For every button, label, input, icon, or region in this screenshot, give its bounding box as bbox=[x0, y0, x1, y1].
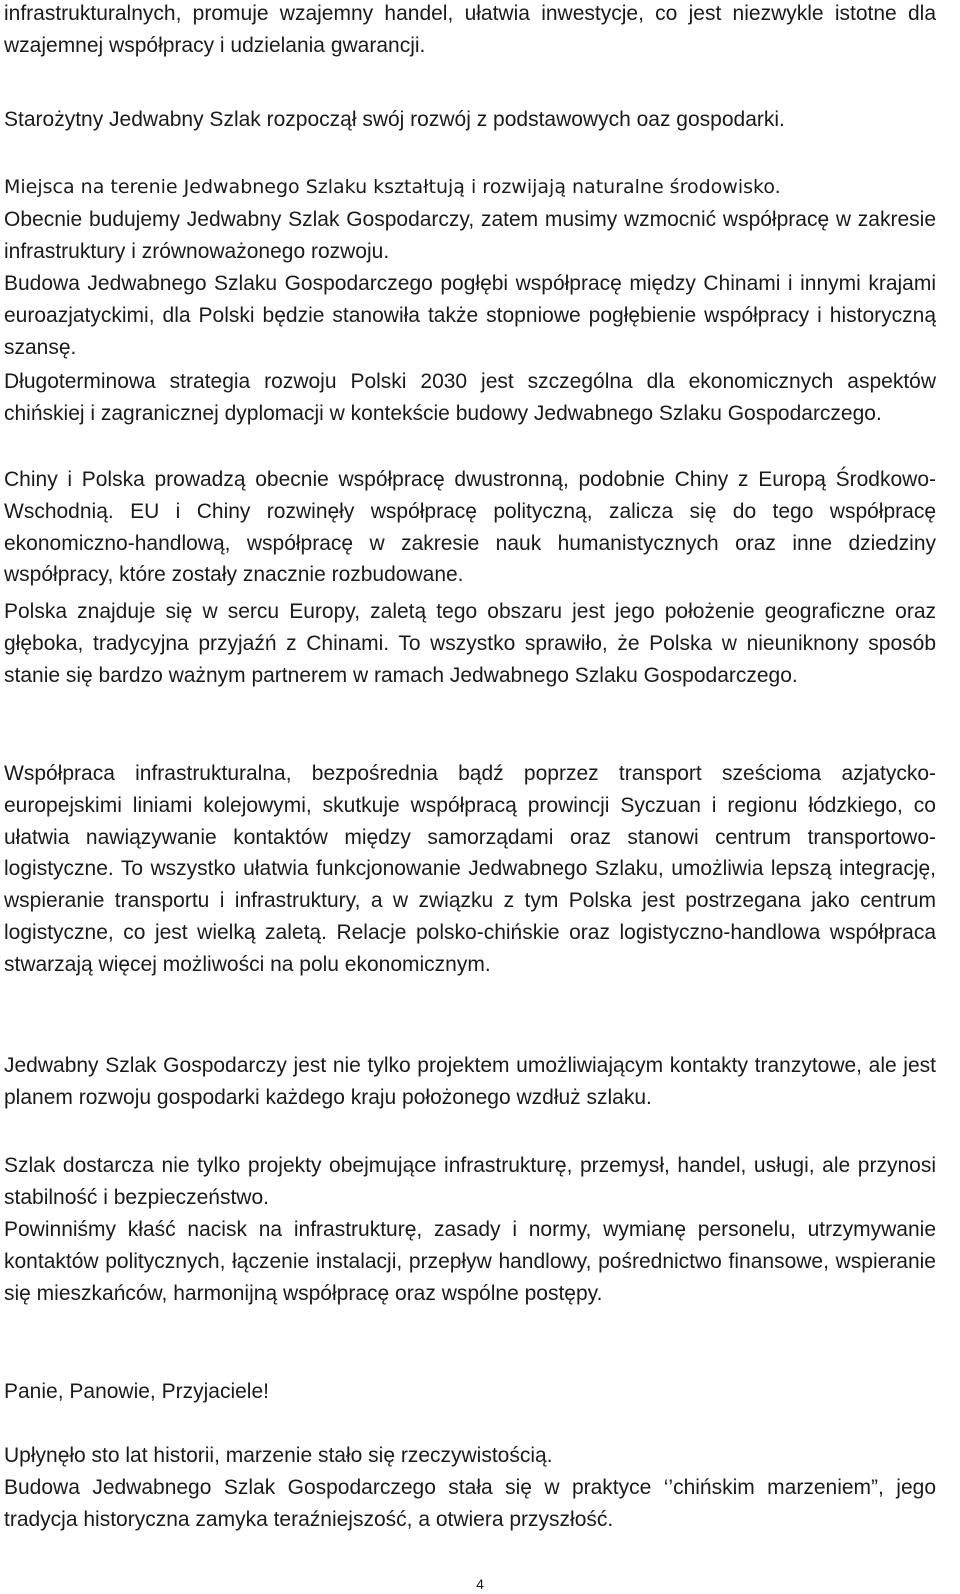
paragraph-1: infrastrukturalnych, promuje wzajemny handel, ułatwia inwestycje, co jest niezwykle istotne dla wzajemnej współpracy i udzielania gwarancji. bbox=[4, 2, 936, 57]
paragraph-2: Starożytny Jedwabny Szlak rozpoczął swój rozwój z podstawowych oaz gospodarki. bbox=[4, 108, 785, 131]
paragraph-12: Powinniśmy kłaść nacisk na infrastrukturę, zasady i normy, wymianę personelu, utrzymywanie kontaktów politycznych, łączenie instalacji, przepływ handlowy, pośrednictwo finansowe, wspieranie się mieszkańców, harmonijną współpracę oraz wspólne postępy. bbox=[4, 1218, 936, 1305]
paragraph-5: Budowa Jedwabnego Szlaku Gospodarczego pogłębi współpracę między Chinami i innymi krajami euroazjatyckimi, dla Polski będzie stanowiła także stopniowe pogłębienie współpracy i historyczną szansę. bbox=[4, 272, 936, 359]
paragraph-3: Miejsca na terenie Jedwabnego Szlaku kształtują i rozwijają naturalne środowisko. bbox=[4, 176, 781, 198]
paragraph-9: Współpraca infrastrukturalna, bezpośrednia bądź poprzez transport sześcioma azjatycko-europejskimi liniami kolejowymi, skutkuje współpracą prowincji Syczuan i regionu łódzkiego, co ułatwia nawiązywanie kontaktów między samorządami oraz stanowi centrum transportowo-logistyczne. To wszystko ułatwia funkcjonowanie Jedwabnego Szlaku, umożliwia lepszą integrację, wspieranie transportu i infrastruktury, a w związku z tym Polska jest postrzegana jako centrum logistyczne, co jest wielką zaletą. Relacje polsko-chińskie oraz logistyczno-handlowa współpraca stwarzają więcej możliwości na polu ekonomicznym. bbox=[4, 762, 936, 976]
paragraph-8: Polska znajduje się w sercu Europy, zaletą tego obszaru jest jego położenie geograficzne oraz głęboka, tradycyjna przyjaźń z Chinami. To wszystko sprawiło, że Polska w nieuniknony sposób stanie się bardzo ważnym partnerem w ramach Jedwabnego Szlaku Gospodarczego. bbox=[4, 600, 936, 687]
paragraph-10: Jedwabny Szlak Gospodarczy jest nie tylko projektem umożliwiającym kontakty tranzytowe, ale jest planem rozwoju gospodarki każdego kraju położonego wzdłuż szlaku. bbox=[4, 1054, 936, 1109]
greeting: Panie, Panowie, Przyjaciele! bbox=[4, 1380, 269, 1403]
paragraph-14: Budowa Jedwabnego Szlak Gospodarczego stała się w praktyce ‘’chińskim marzeniem”, jego tradycja historyczna zamyka teraźniejszość, a otwiera przyszłość. bbox=[4, 1476, 936, 1531]
paragraph-6: Długoterminowa strategia rozwoju Polski 2030 jest szczególna dla ekonomicznych aspektów chińskiej i zagranicznej dyplomacji w kontekście budowy Jedwabnego Szlaku Gospodarczego. bbox=[4, 370, 936, 425]
page-number: 4 bbox=[476, 1576, 484, 1592]
paragraph-4: Obecnie budujemy Jedwabny Szlak Gospodarczy, zatem musimy wzmocnić współpracę w zakresie infrastruktury i zrównoważonego rozwoju. bbox=[4, 208, 936, 263]
paragraph-11: Szlak dostarcza nie tylko projekty obejmujące infrastrukturę, przemysł, handel, usługi, ale przynosi stabilność i bezpieczeństwo. bbox=[4, 1154, 936, 1209]
paragraph-7: Chiny i Polska prowadzą obecnie współpracę dwustronną, podobnie Chiny z Europą Środkowo-Wschodnią. EU i Chiny rozwinęły współpracę polityczną, zalicza się do tego współpracę ekonomiczno-handlową, współpracę w zakresie nauk humanistycznych oraz inne dziedziny współpracy, które zostały znacznie rozbudowane. bbox=[4, 468, 936, 587]
paragraph-13: Upłynęło sto lat historii, marzenie stało się rzeczywistością. bbox=[4, 1444, 553, 1467]
